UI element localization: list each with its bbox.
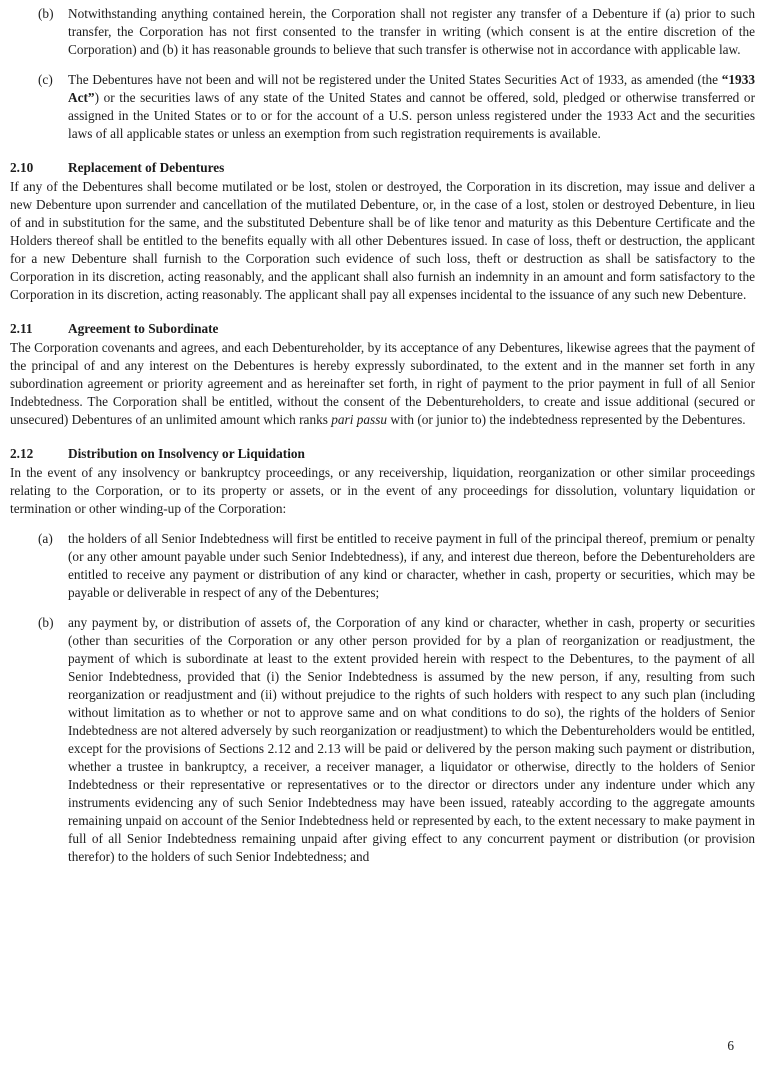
section-body-2-11-pre: The Corporation covenants and agrees, and each Debentureholder, by its acceptance of any Debentures, likewise agrees that the payment of the principal of and any interest on the Debentures is hereby expressly subordinated, to the extent and in the manner set forth in any subordination agreement or priority agreement and as hereinafter set forth, in right of payment to the prior payment in full of all Senior Indebtedness. The Corporation shall be entitled, without the consent of the Debentureholders, to create and issue additional (secured or unsecured) Debentures of an unlimited amount which ranks bbox=[10, 340, 755, 427]
section-heading-2-10 bbox=[10, 159, 755, 177]
section-number-2-10: 2.10 bbox=[10, 160, 34, 175]
list-label-c: (c) bbox=[38, 72, 53, 87]
list-item-transfer-restriction bbox=[38, 5, 755, 59]
section-title-2-10: Replacement of Debentures bbox=[68, 160, 225, 175]
list-item-senior-indebtedness-priority bbox=[38, 530, 755, 602]
defined-term-1933-act: “1933 Act” bbox=[68, 72, 755, 105]
list-text-c-pre: The Debentures have not been and will not be registered under the United States Securities Act of 1933, as amended (the bbox=[68, 72, 722, 87]
section-number-2-12: 2.12 bbox=[10, 446, 34, 461]
section-body-2-11 bbox=[10, 339, 755, 429]
list-label-b: (b) bbox=[38, 6, 54, 21]
list-text-b: Notwithstanding anything contained herein, the Corporation shall not register any transfer of a Debenture if (a) prior to such transfer, the Corporation has not first consented to the transfer in writing (which consent is at the entire discretion of the Corporation) and (b) it has reasonable grounds to believe that such transfer is otherwise not in accordance with applicable law. bbox=[68, 6, 755, 57]
section-body-2-11-post: with (or junior to) the indebtedness represented by the Debentures. bbox=[387, 412, 746, 427]
list-label-b2: (b) bbox=[38, 615, 54, 630]
section-body-2-10: If any of the Debentures shall become mutilated or be lost, stolen or destroyed, the Corporation in its discretion, may issue and deliver a new Debenture upon surrender and cancellation of the mutilated Debenture, or, in the case of a lost, stolen or destroyed Debenture, in lieu of and in substitution for the same, and the substituted Debenture shall be of like tenor and maturity as this Debenture Certificate and the Holders thereof shall be entitled to the benefits equally with all other Debentures issued. In case of loss, theft or destruction, the applicant for a new Debenture shall furnish to the Corporation such evidence of such loss, theft or destruction as shall be satisfactory to the Corporation in its discretion, acting reasonably, and the applicant shall also furnish an indemnity in an amount and form satisfactory to the Corporation in its discretion, acting reasonably. The applicant shall pay all expenses incidental to the issuance of any such new Debenture. bbox=[10, 179, 755, 302]
section-heading-2-12 bbox=[10, 445, 755, 463]
list-text-a2: the holders of all Senior Indebtedness will first be entitled to receive payment in full of the principal thereof, premium or penalty (or any other amount payable under such Senior Indebtedness), if any, and interest due thereon, before the Debentureholders are entitled to receive any payment or distribution of any kind or character, whether in cash, property or securities, which may be payable or deliverable in respect of any of the Debentures; bbox=[68, 531, 755, 600]
list-text-c bbox=[68, 72, 755, 141]
section-body-2-12: In the event of any insolvency or bankruptcy proceedings, or any receivership, liquidation, reorganization or other similar proceedings relating to the Corporation, or to its property or assets, or in the event of any proceedings for dissolution, voluntary liquidation or termination or other winding-up of the Corporation: bbox=[10, 465, 755, 516]
page-number: 6 bbox=[727, 1038, 734, 1053]
list-label-a2: (a) bbox=[38, 531, 53, 546]
list-text-c-post: ) or the securities laws of any state of the United States and cannot be offered, sold, pledged or otherwise transferred or assigned in the United States or to or for the account of a U.S. person unless registered under the 1933 Act and the securities laws of all applicable states or unless an exemption from such registration requirements is available. bbox=[68, 90, 755, 141]
section-title-2-11: Agreement to Subordinate bbox=[68, 321, 219, 336]
list-item-payment-distribution bbox=[38, 614, 755, 866]
list-item-securities-act bbox=[38, 71, 755, 143]
latin-phrase-pari-passu: pari passu bbox=[331, 412, 388, 427]
list-text-b2: any payment by, or distribution of assets of, the Corporation of any kind or character, whether in cash, property or securities (other than securities of the Corporation or any other person provided for by a plan of reorganization or readjustment, the payment of which is subordinate at least to the extent provided herein with respect to the Debentures, to the payment of all Senior Indebtedness, provided that (i) the Senior Indebtedness is assumed by the new person, if any, resulting from such reorganization or readjustment and (ii) without prejudice to the rights of such holders with respect to any such plan (including without limitation as to whether or not to approve same and on what conditions to do so), the rights of the holders of Senior Indebtedness are not altered adversely by such reorganization or readjustment) to which the Debentureholders would be entitled, except for the provisions of Sections 2.12 and 2.13 will be paid or delivered by the person making such payment or distribution, whether a trustee in bankruptcy, a receiver, a receiver manager, a liquidator or otherwise, directly to the holders of Senior Indebtedness or their representative or representatives or to the director or directors under any indenture under which any instruments evidencing any of such Senior Indebtedness may have been issued, rateably according to the aggregate amounts remaining unpaid on account of the Senior Indebtedness held or represented by each, to the extent necessary to make payment in full of all Senior Indebtedness remaining unpaid after giving effect to any concurrent payment or distribution (or provision therefor) to the holders of such Senior Indebtedness; and bbox=[68, 615, 755, 864]
section-title-2-12: Distribution on Insolvency or Liquidation bbox=[68, 446, 305, 461]
section-number-2-11: 2.11 bbox=[10, 321, 33, 336]
section-heading-2-11 bbox=[10, 320, 755, 338]
